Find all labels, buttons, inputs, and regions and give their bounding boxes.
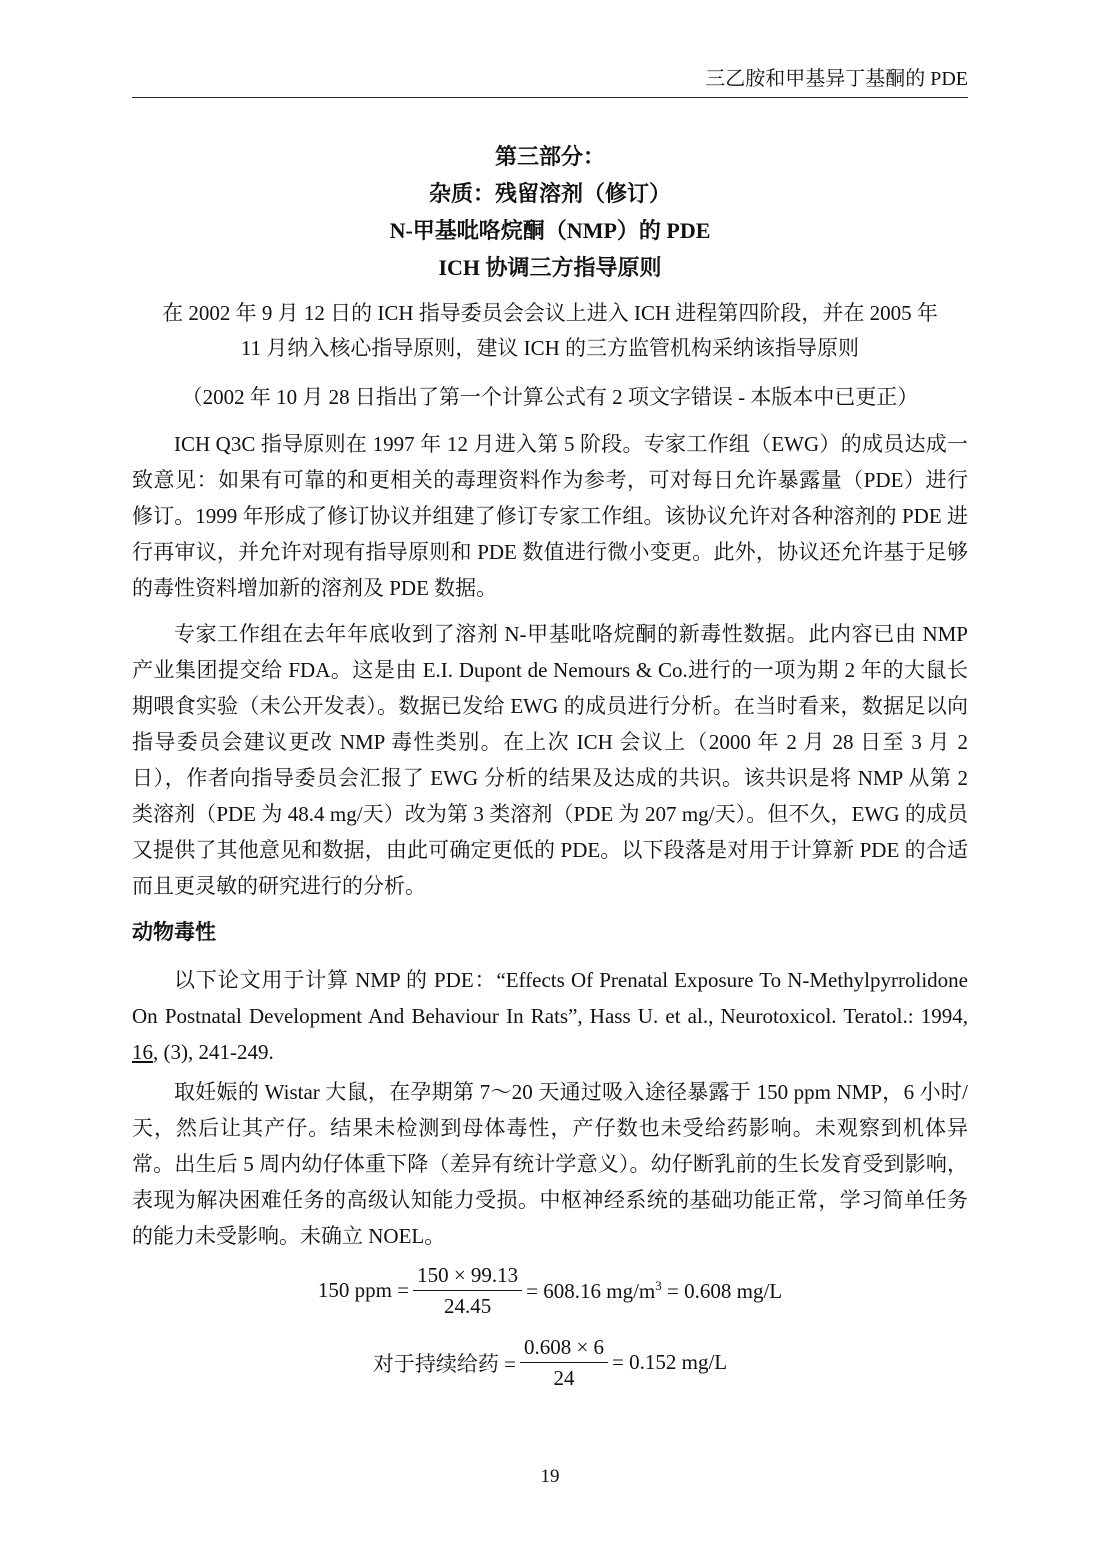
reference-text: 以下论文用于计算 NMP 的 PDE：“Effects Of Prenatal Exposure To N-Methylpyrrolidone On Postnatal Development And Behaviour In Rats”, Hass U. et al., Neurotoxicol. Teratol.: 1994,	[132, 968, 968, 1028]
paragraph-reference	[132, 962, 968, 1070]
exponent: 3	[655, 1277, 662, 1293]
fraction	[520, 1334, 608, 1391]
section-heading-animal-toxicity: 动物毒性	[132, 920, 216, 944]
running-header: 三乙胺和甲基异丁基酮的 PDE	[132, 62, 968, 98]
fraction-denominator: 24	[553, 1366, 575, 1390]
title-line-topic: 杂质：残留溶剂（修订）	[428, 181, 671, 206]
status-line-2: 11 月纳入核心指导原则，建议 ICH 的三方监管机构采纳该指导原则	[240, 336, 860, 360]
page-number: 19	[540, 1466, 560, 1487]
fraction-numerator: 150 × 99.13	[413, 1262, 522, 1291]
paragraph-study-results: 取妊娠的 Wistar 大鼠，在孕期第 7～20 天通过吸入途径暴露于 150 ppm NMP，6 小时/天，然后让其产仔。结果未检测到母体毒性，产仔数也未受给药影响。未观察到机体异常。出生后 5 周内幼仔体重下降（差异有统计学意义）。幼仔断乳前的生长发育受到影响，表现为解决困难任务的高级认知能力受损。中枢神经系统的基础功能正常，学习简单任务的能力未受影响。未确立 NOEL。	[132, 1080, 968, 1248]
reference-pages: , (3), 241-249.	[153, 1040, 274, 1064]
document-title	[132, 138, 968, 286]
paragraph-new-data: 专家工作组在去年年底收到了溶剂 N-甲基吡咯烷酮的新毒性数据。此内容已由 NMP 产业集团提交给 FDA。这是由 E.I. Dupont de Nemours & Co.进行的一项为期 2 年的大鼠长期喂食实验（未公开发表）。数据已发给 EWG 的成员进行分析。在当时看来，数据足以向指导委员会建议更改 NMP 毒性类别。在上次 ICH 会议上（2000 年 2 月 28 日至 3 月 2 日），作者向指导委员会汇报了 EWG 分析的结果及达成的共识。该共识是将 NMP 从第 2 类溶剂（PDE 为 48.4 mg/天）改为第 3 类溶剂（PDE 为 207 mg/天）。但不久，EWG 的成员又提供了其他意见和数据，由此可确定更低的 PDE。以下段落是对用于计算新 PDE 的合适而且更灵敏的研究进行的分析。	[132, 622, 968, 898]
fraction-denominator: 24.45	[443, 1294, 492, 1318]
title-line-substance: N-甲基吡咯烷酮（NMP）的 PDE	[389, 218, 711, 243]
status-statement	[132, 296, 968, 366]
result-value: = 608.16 mg/m	[526, 1278, 656, 1303]
reference-volume: 16	[132, 1040, 153, 1064]
paragraph-background: ICH Q3C 指导原则在 1997 年 12 月进入第 5 阶段。专家工作组（EWG）的成员达成一致意见：如果有可靠的和更相关的毒理资料作为参考，可对每日允许暴露量（PDE）进行修订。1999 年形成了修订协议并组建了修订专家工作组。该协议允许对各种溶剂的 PDE 进行再审议，并允许对现有指导原则和 PDE 数值进行微小变更。此外，协议还允许基于足够的毒性资料增加新的溶剂及 PDE 数据。	[132, 432, 968, 600]
equation-continuous-dosing	[0, 1334, 1100, 1391]
equation-result	[526, 1278, 782, 1304]
status-line-1: 在 2002 年 9 月 12 日的 ICH 指导委员会会议上进入 ICH 进程第四阶段，并在 2005 年	[162, 301, 938, 325]
title-line-guideline: ICH 协调三方指导原则	[438, 255, 662, 280]
fraction	[413, 1262, 522, 1319]
result-mgL: = 0.608 mg/L	[661, 1278, 783, 1303]
equation-result: = 0.152 mg/L	[612, 1350, 728, 1374]
equation-lhs: 对于持续给药 =	[372, 1351, 516, 1376]
fraction-numerator: 0.608 × 6	[520, 1334, 608, 1363]
title-line-part: 第三部分：	[494, 144, 605, 169]
correction-note: （2002 年 10 月 28 日指出了第一个计算公式有 2 项文字错误 - 本版本中已更正）	[181, 385, 919, 409]
equation-ppm-conversion	[0, 1262, 1100, 1319]
equation-lhs: 150 ppm =	[317, 1278, 410, 1302]
